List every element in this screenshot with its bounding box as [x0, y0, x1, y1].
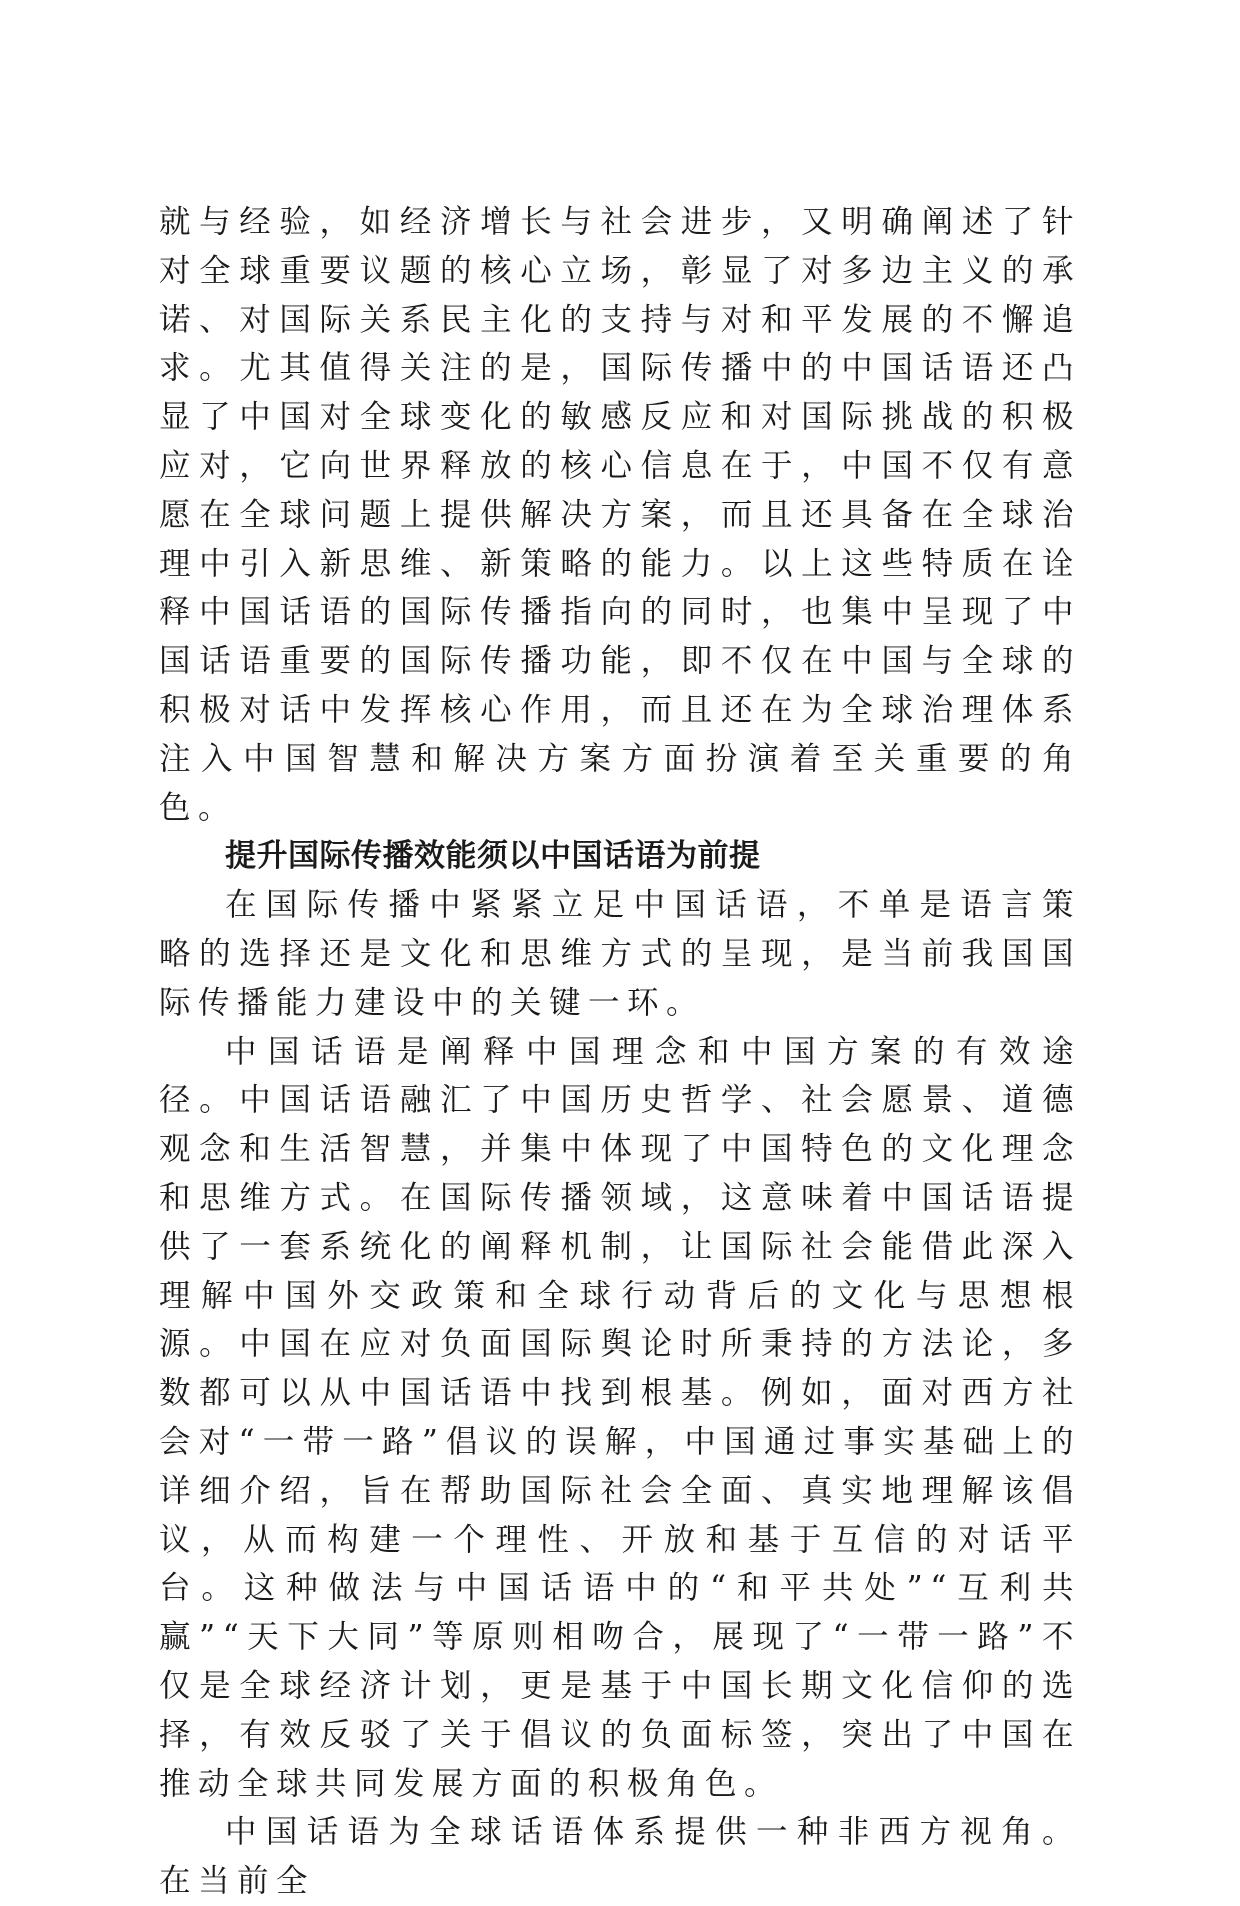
paragraph: 中国话语是阐释中国理念和中国方案的有效途径。中国话语融汇了中国历史哲学、社会愿景、道德观念和生活智慧，并集中体现了中国特色的文化理念和思维方式。在国际传播领域，这意味着中国话语提供了一套系统化的阐释机制，让国际社会能借此深入理解中国外交政策和全球行动背后的文化与思想根源。中国在应对负面国际舆论时所秉持的方法论，多数都可以从中国话语中找到根基。例如，面对西方社会对“一带一路”倡议的误解，中国通过事实基础上的详细介绍，旨在帮助国际社会全面、真实地理解该倡议，从而构建一个理性、开放和基于互信的对话平台。这种做法与中国话语中的“和平共处”“互利共赢”“天下大同”等原则相吻合，展现了“一带一路”不仅是全球经济计划，更是基于中国长期文化信仰的选择，有效反驳了关于倡议的负面标签，突出了中国在推动全球共同发展方面的积极角色。	[159, 1033, 1081, 1802]
paragraph: 在国际传播中紧紧立足中国话语，不单是语言策略的选择还是文化和思维方式的呈现，是当前我国国际传播能力建设中的关键一环。	[159, 887, 1081, 1021]
paragraph-continuation: 就与经验，如经济增长与社会进步，又明确阐述了针对全球重要议题的核心立场，彰显了对多边主义的承诺、对国际关系民主化的支持与对和平发展的不懈追求。尤其值得关注的是，国际传播中的中国话语还凸显了中国对全球变化的敏感反应和对国际挑战的积极应对，它向世界释放的核心信息在于，中国不仅有意愿在全球问题上提供解决方案，而且还具备在全球治理中引入新思维、新策略的能力。以上这些特质在诠释中国话语的国际传播指向的同时，也集中呈现了中国话语重要的国际传播功能，即不仅在中国与全球的积极对话中发挥核心作用，而且还在为全球治理体系注入中国智慧和解决方案方面扮演着至关重要的角色。	[159, 204, 1081, 826]
paragraph: 中国话语为全球话语体系提供一种非西方视角。在当前全	[159, 1814, 1081, 1900]
article-body	[159, 198, 1081, 1906]
section-heading: 提升国际传播效能须以中国话语为前提	[225, 838, 761, 875]
